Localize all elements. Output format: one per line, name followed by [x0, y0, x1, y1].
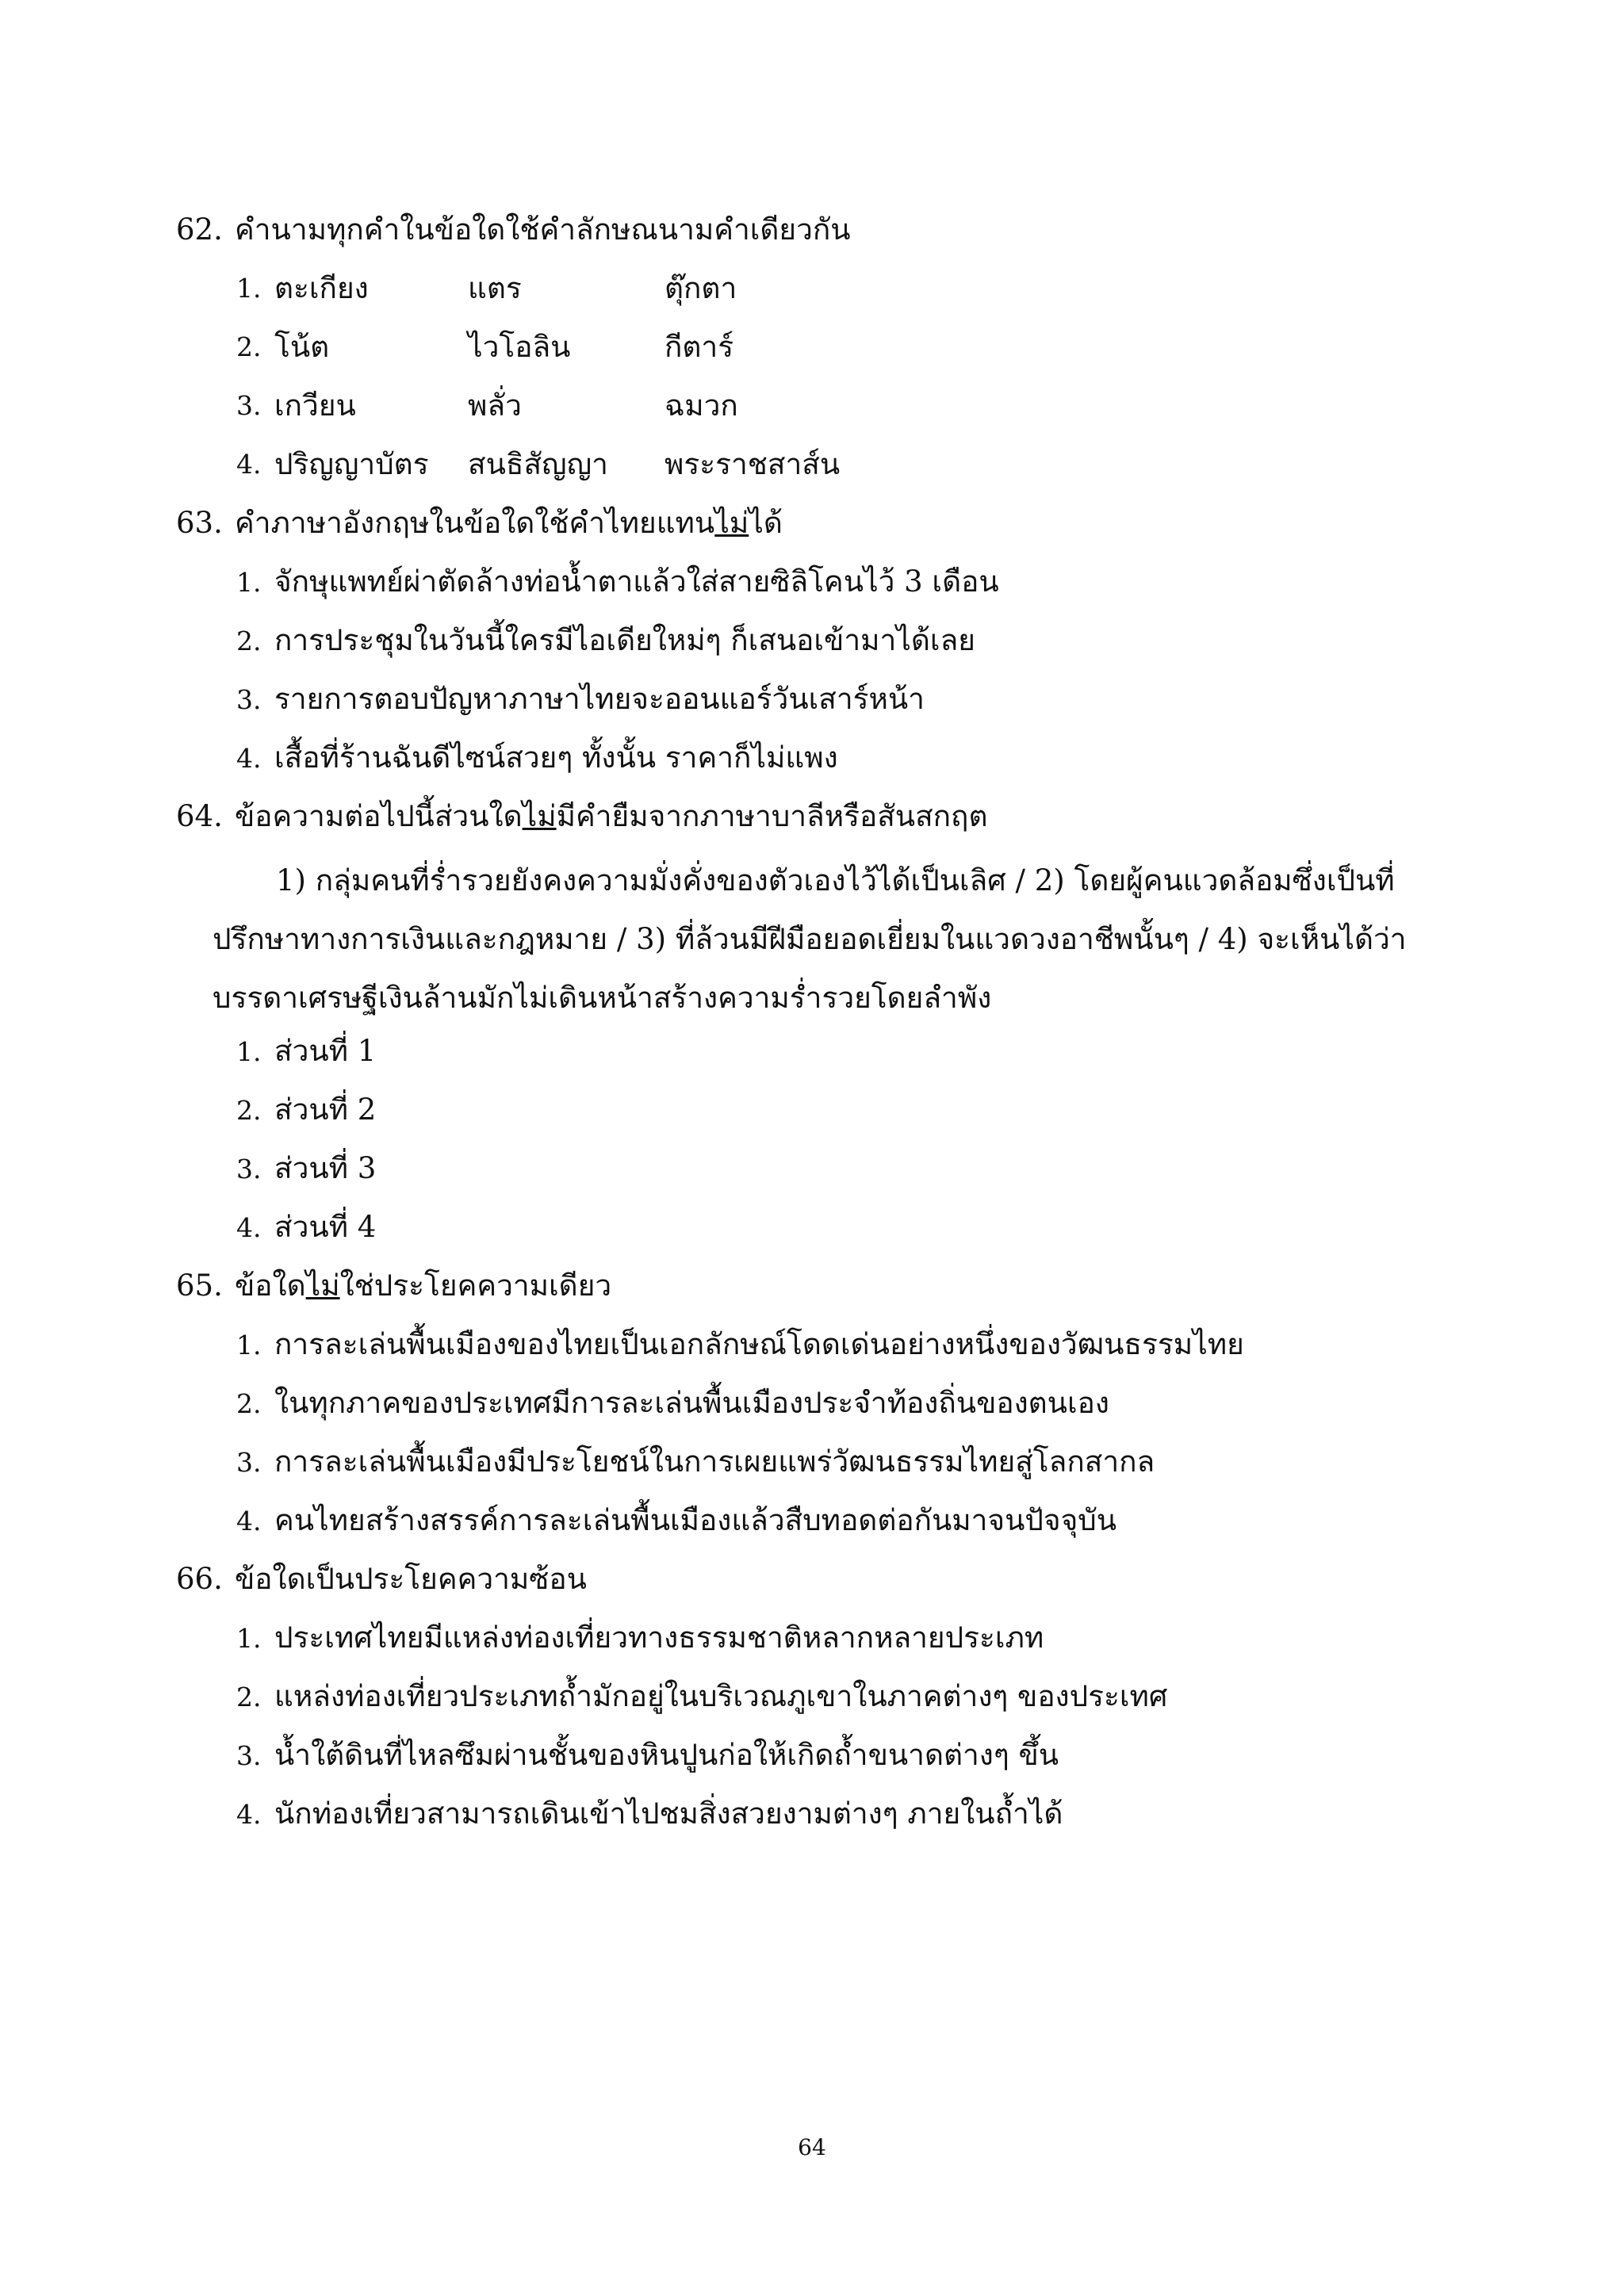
question-number: 63.: [176, 506, 223, 540]
option-text: น้ำใต้ดินที่ไหลซึมผ่านชั้นของหินปูนก่อให้เกิดถ้ำขนาดต่างๆ ขึ้น: [274, 1738, 1059, 1772]
question-number: 62.: [176, 212, 223, 247]
page-number: 64: [798, 2134, 826, 2160]
option-text: ในทุกภาคของประเทศมีการละเล่นพื้นเมืองประจำท้องถิ่นของตนเอง: [274, 1386, 1109, 1420]
question-text: ข้อความต่อไปนี้ส่วนใด: [235, 799, 523, 833]
option-65-3: [236, 1441, 1155, 1483]
option-word: ตะเกียง: [274, 271, 369, 305]
option-number: 4.: [236, 1506, 262, 1536]
question-text-end: ใช่ประโยคความเดียว: [339, 1269, 612, 1303]
option-text: คนไทยสร้างสรรค์การละเล่นพื้นเมืองแล้วสืบทอดต่อกันมาจนปัจจุบัน: [274, 1503, 1117, 1537]
option-64-2: [236, 1089, 376, 1131]
option-text: ส่วนที่ 3: [274, 1151, 377, 1185]
option-text: การละเล่นพื้นเมืองของไทยเป็นเอกลักษณ์โดดเด่นอย่างหนึ่งของวัฒนธรรมไทย: [274, 1327, 1244, 1361]
question-text-end: มีคำยืมจากภาษาบาลีหรือสันสกฤต: [556, 799, 988, 833]
option-word: เกวียน: [274, 388, 356, 423]
option-64-3: [236, 1148, 376, 1190]
question-text: คำนามทุกคำในข้อใดใช้คำลักษณนามคำเดียวกัน: [235, 212, 851, 247]
option-text: ส่วนที่ 4: [274, 1210, 377, 1244]
option-number: 3.: [236, 1447, 262, 1478]
option-text: จักษุแพทย์ผ่าตัดล้างท่อน้ำตาแล้วใส่สายซิลิโคนไว้ 3 เดือน: [274, 564, 999, 599]
option-63-3: [236, 679, 925, 721]
option-number: 1.: [236, 1036, 262, 1067]
option-text: ประเทศไทยมีแหล่งท่องเที่ยวทางธรรมชาติหลากหลายประเภท: [274, 1621, 1044, 1655]
question-65: [176, 1265, 611, 1307]
option-63-4: [236, 737, 838, 779]
option-text: การละเล่นพื้นเมืองมีประโยชน์ในการเผยแพร่วัฒนธรรมไทยสู่โลกสากล: [274, 1445, 1155, 1479]
question-text: ข้อใดเป็นประโยคความซ้อน: [235, 1562, 587, 1596]
question-text: คำภาษาอังกฤษในข้อใดใช้คำไทยแทน: [235, 506, 715, 540]
question-number: 65.: [176, 1269, 223, 1303]
option-number: 3.: [236, 1154, 262, 1184]
option-63-1: [236, 561, 999, 603]
option-number: 2.: [236, 1388, 262, 1419]
option-word: พลั่ว: [468, 388, 522, 423]
option-66-2: [236, 1676, 1167, 1718]
option-number: 2.: [236, 1682, 262, 1712]
option-word: กีตาร์: [665, 330, 734, 364]
option-text: ส่วนที่ 1: [274, 1034, 377, 1068]
underlined-word: ไม่: [522, 799, 557, 833]
question-63: [176, 503, 783, 544]
option-text: แหล่งท่องเที่ยวประเภทถ้ำมักอยู่ในบริเวณภูเขาในภาคต่างๆ ของประเทศ: [274, 1679, 1168, 1713]
option-number: 4.: [236, 1799, 262, 1830]
question-64: [176, 796, 987, 837]
option-word: ตุ๊กตา: [665, 271, 737, 305]
question-text-end: ได้: [749, 506, 783, 540]
option-63-2: [236, 620, 975, 662]
option-number: 4.: [236, 1212, 262, 1243]
option-number: 2.: [236, 331, 262, 362]
option-number: 3.: [236, 390, 262, 421]
option-65-2: [236, 1383, 1109, 1425]
option-number: 2.: [236, 626, 262, 656]
option-word: ไวโอลิน: [468, 330, 571, 364]
option-64-4: [236, 1207, 376, 1249]
option-65-1: [236, 1324, 1244, 1366]
option-number: 1.: [236, 567, 262, 598]
option-word: ฉมวก: [665, 388, 738, 423]
option-word: แตร: [468, 271, 522, 305]
option-number: 4.: [236, 449, 262, 480]
question-text: ข้อใด: [235, 1269, 306, 1303]
question-62: [176, 209, 851, 251]
underlined-word: ไม่: [714, 506, 749, 540]
option-number: 1.: [236, 273, 262, 304]
option-number: 4.: [236, 743, 262, 774]
passage-64: 1) กลุ่มคนที่ร่ำรวยยังคงความมั่งคั่งของตัวเองไว้ได้เป็นเลิศ / 2) โดยผู้คนแวดล้อมซึ่งเป็นที่ปรึกษาทางการเงินและกฎหมาย / 3) ที่ล้วนมีฝีมือยอดเยี่ยมในแวดวงอาชีพนั้นๆ / 4) จะเห็นได้ว่าบรรดาเศรษฐีเงินล้านมักไม่เดินหน้าสร้างความร่ำรวยโดยลำพัง: [213, 863, 1407, 1015]
option-text: นักท่องเที่ยวสามารถเดินเข้าไปชมสิ่งสวยงามต่างๆ ภายในถ้ำได้: [274, 1797, 1063, 1831]
option-number: 1.: [236, 1330, 262, 1360]
option-66-1: [236, 1617, 1044, 1659]
question-number: 66.: [176, 1562, 223, 1596]
option-66-4: [236, 1793, 1063, 1835]
option-text: เสื้อที่ร้านฉันดีไซน์สวยๆ ทั้งนั้น ราคาก็ไม่แพง: [274, 740, 838, 775]
option-64-1: [236, 1031, 376, 1073]
option-word: โน้ต: [274, 330, 330, 364]
option-number: 2.: [236, 1095, 262, 1126]
option-text: ส่วนที่ 2: [274, 1093, 377, 1127]
option-number: 1.: [236, 1623, 262, 1654]
option-65-4: [236, 1500, 1116, 1542]
option-word: สนธิสัญญา: [468, 447, 608, 481]
question-number: 64.: [176, 799, 223, 833]
underlined-word: ไม่: [305, 1269, 340, 1303]
option-number: 3.: [236, 1740, 262, 1771]
option-word: พระราชสาส์น: [665, 447, 841, 481]
option-word: ปริญญาบัตร: [274, 447, 429, 481]
question-66: [176, 1559, 587, 1600]
option-text: รายการตอบปัญหาภาษาไทยจะออนแอร์วันเสาร์หน้า: [274, 682, 925, 716]
option-number: 3.: [236, 684, 262, 715]
option-text: การประชุมในวันนี้ใครมีไอเดียใหม่ๆ ก็เสนอเข้ามาได้เลย: [274, 623, 975, 657]
option-66-3: [236, 1735, 1059, 1777]
